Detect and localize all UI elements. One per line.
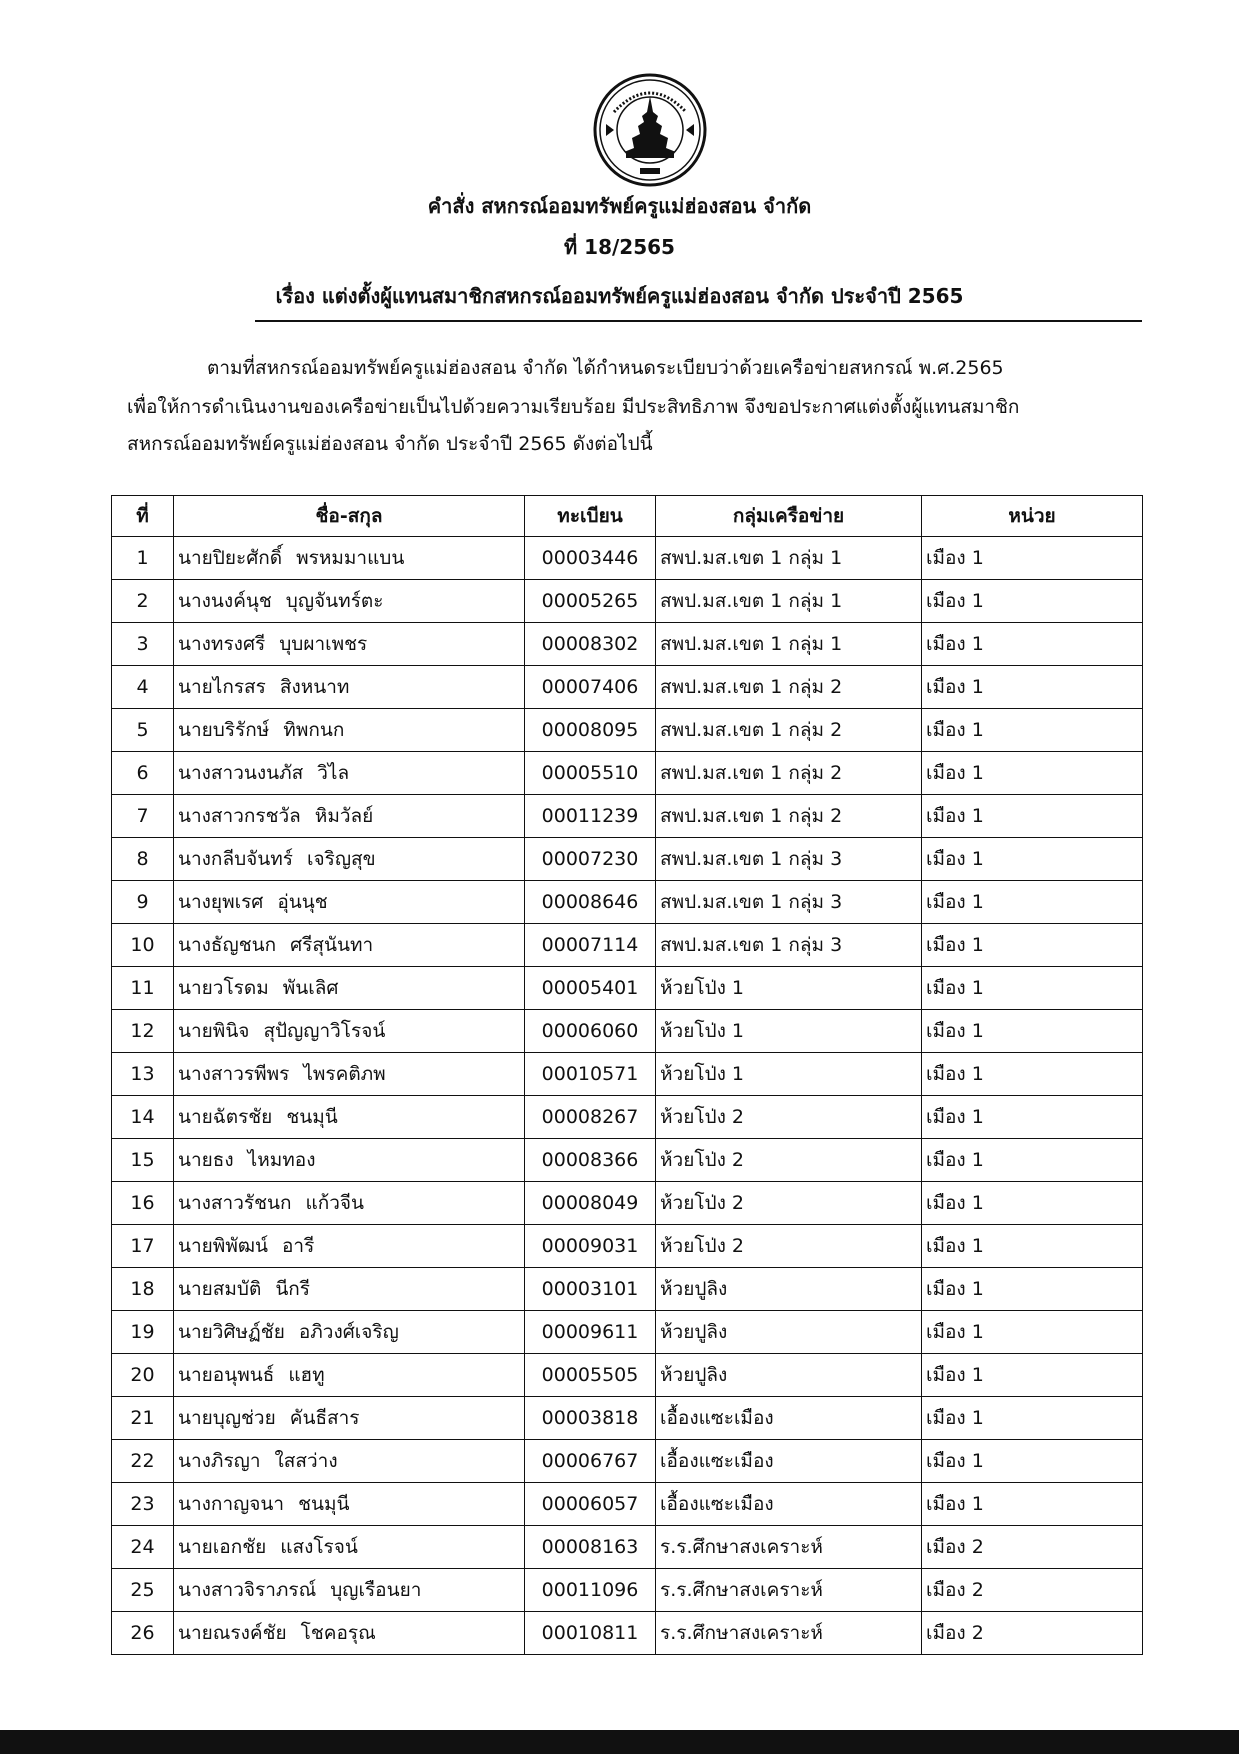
member-name: [174, 1483, 525, 1526]
first-name: นายวิศิษฏ์ชัย: [178, 1321, 285, 1343]
row-number: 14: [112, 1096, 174, 1139]
header-registration: ทะเบียน: [525, 496, 656, 537]
table-row: [112, 1268, 1143, 1311]
header-no: ที่: [112, 496, 174, 537]
member-name: [174, 623, 525, 666]
network-group: ห้วยปูลิง: [656, 1311, 922, 1354]
registration-number: 00007230: [525, 838, 656, 881]
member-representatives-table: [111, 495, 1143, 1655]
network-group: ห้วยโป่ง 1: [656, 967, 922, 1010]
last-name: อุ่นนุช: [277, 891, 328, 913]
member-name: [174, 1311, 525, 1354]
header-unit: หน่วย: [922, 496, 1143, 537]
registration-number: 00007114: [525, 924, 656, 967]
registration-number: 00008267: [525, 1096, 656, 1139]
first-name: นายปิยะศักดิ์: [178, 547, 283, 569]
registration-number: 00005505: [525, 1354, 656, 1397]
network-group: สพป.มส.เขต 1 กลุ่ม 3: [656, 881, 922, 924]
row-number: 26: [112, 1612, 174, 1655]
table-row: [112, 666, 1143, 709]
cooperative-seal-logo: [592, 72, 708, 188]
row-number: 4: [112, 666, 174, 709]
first-name: นางทรงศรี: [178, 633, 266, 655]
registration-number: 00006057: [525, 1483, 656, 1526]
network-group: ร.ร.ศึกษาสงเคราะห์: [656, 1526, 922, 1569]
last-name: ไพรคติภพ: [303, 1063, 386, 1085]
registration-number: 00006767: [525, 1440, 656, 1483]
header-network-group: กลุ่มเครือข่าย: [656, 496, 922, 537]
table-row: [112, 967, 1143, 1010]
table-row: [112, 881, 1143, 924]
registration-number: 00008302: [525, 623, 656, 666]
row-number: 20: [112, 1354, 174, 1397]
table-row: [112, 1440, 1143, 1483]
unit: เมือง 1: [922, 795, 1143, 838]
member-name: [174, 1182, 525, 1225]
unit: เมือง 1: [922, 623, 1143, 666]
first-name: นายพิพัฒน์: [178, 1235, 268, 1257]
table-row: [112, 1397, 1143, 1440]
row-number: 15: [112, 1139, 174, 1182]
unit: เมือง 1: [922, 1053, 1143, 1096]
member-name: [174, 1440, 525, 1483]
member-name: [174, 1612, 525, 1655]
table-body: [112, 537, 1143, 1655]
header-name: ชื่อ-สกุล: [174, 496, 525, 537]
table-row: [112, 709, 1143, 752]
table-row: [112, 838, 1143, 881]
network-group: ห้วยโป่ง 1: [656, 1010, 922, 1053]
last-name: หิมวัลย์: [314, 805, 374, 827]
row-number: 9: [112, 881, 174, 924]
unit: เมือง 2: [922, 1612, 1143, 1655]
last-name: ทิพกนก: [283, 719, 345, 741]
registration-number: 00003446: [525, 537, 656, 580]
row-number: 18: [112, 1268, 174, 1311]
first-name: นางสาวกรชวัล: [178, 805, 301, 827]
intro-line-1: ตามที่สหกรณ์ออมทรัพย์ครูแม่ฮ่องสอน จำกัด ได้กำหนดระเบียบว่าด้วยเครือข่ายสหกรณ์ พ.ศ.2565: [207, 357, 1004, 379]
table-row: [112, 1010, 1143, 1053]
table-row: [112, 1139, 1143, 1182]
network-group: สพป.มส.เขต 1 กลุ่ม 2: [656, 752, 922, 795]
member-name: [174, 1354, 525, 1397]
table-row: [112, 1311, 1143, 1354]
last-name: อภิวงศ์เจริญ: [298, 1321, 399, 1343]
registration-number: 00008049: [525, 1182, 656, 1225]
first-name: นางสาวจิราภรณ์: [178, 1579, 317, 1601]
unit: เมือง 1: [922, 537, 1143, 580]
network-group: ร.ร.ศึกษาสงเคราะห์: [656, 1569, 922, 1612]
member-name: [174, 1053, 525, 1096]
registration-number: 00008646: [525, 881, 656, 924]
last-name: อารี: [282, 1235, 315, 1257]
row-number: 17: [112, 1225, 174, 1268]
registration-number: 00005510: [525, 752, 656, 795]
member-name: [174, 752, 525, 795]
table-row: [112, 795, 1143, 838]
first-name: นายธง: [178, 1149, 234, 1171]
row-number: 7: [112, 795, 174, 838]
unit: เมือง 2: [922, 1569, 1143, 1612]
registration-number: 00008163: [525, 1526, 656, 1569]
registration-number: 00005265: [525, 580, 656, 623]
network-group: สพป.มส.เขต 1 กลุ่ม 1: [656, 580, 922, 623]
network-group: ห้วยปูลิง: [656, 1268, 922, 1311]
network-group: สพป.มส.เขต 1 กลุ่ม 3: [656, 924, 922, 967]
last-name: ไหมทอง: [247, 1149, 316, 1171]
title-divider: [255, 320, 1142, 322]
table-row: [112, 1225, 1143, 1268]
network-group: ห้วยโป่ง 2: [656, 1182, 922, 1225]
table-row: [112, 580, 1143, 623]
network-group: สพป.มส.เขต 1 กลุ่ม 2: [656, 795, 922, 838]
registration-number: 00006060: [525, 1010, 656, 1053]
member-name: [174, 1225, 525, 1268]
first-name: นางกาญจนา: [178, 1493, 285, 1515]
table-row: [112, 1612, 1143, 1655]
scan-bottom-edge: [0, 1730, 1239, 1754]
first-name: นายสมบัติ: [178, 1278, 262, 1300]
network-group: เอื้องแซะเมือง: [656, 1483, 922, 1526]
last-name: แก้วจีน: [305, 1192, 365, 1214]
registration-number: 00011239: [525, 795, 656, 838]
row-number: 10: [112, 924, 174, 967]
member-name: [174, 1139, 525, 1182]
row-number: 16: [112, 1182, 174, 1225]
first-name: นายฉัตรชัย: [178, 1106, 273, 1128]
table-row: [112, 537, 1143, 580]
row-number: 24: [112, 1526, 174, 1569]
last-name: นีกรี: [275, 1278, 311, 1300]
registration-number: 00009611: [525, 1311, 656, 1354]
network-group: สพป.มส.เขต 1 กลุ่ม 1: [656, 623, 922, 666]
last-name: บุญเรือนยา: [330, 1579, 422, 1601]
table-header-row: [112, 496, 1143, 537]
unit: เมือง 1: [922, 967, 1143, 1010]
unit: เมือง 1: [922, 924, 1143, 967]
table-row: [112, 1526, 1143, 1569]
unit: เมือง 1: [922, 1311, 1143, 1354]
unit: เมือง 1: [922, 709, 1143, 752]
row-number: 5: [112, 709, 174, 752]
table-row: [112, 623, 1143, 666]
first-name: นางธัญชนก: [178, 934, 277, 956]
intro-line-2: เพื่อให้การดำเนินงานของเครือข่ายเป็นไปด้วยความเรียบร้อย มีประสิทธิภาพ จึงขอประกาศแต่งตั้งผู้แทนสมาชิก: [127, 396, 1020, 418]
member-name: [174, 537, 525, 580]
first-name: นางกลีบจันทร์: [178, 848, 293, 870]
last-name: ใสสว่าง: [274, 1450, 338, 1472]
first-name: นายอนุพนธ์: [178, 1364, 275, 1386]
table-row: [112, 752, 1143, 795]
unit: เมือง 1: [922, 881, 1143, 924]
row-number: 22: [112, 1440, 174, 1483]
last-name: ชนมุนี: [286, 1106, 338, 1128]
last-name: บุบผาเพชร: [279, 633, 368, 655]
table-row: [112, 1354, 1143, 1397]
registration-number: 00009031: [525, 1225, 656, 1268]
last-name: พรหมมาแบน: [296, 547, 405, 569]
first-name: นายบุญช่วย: [178, 1407, 276, 1429]
network-group: ห้วยโป่ง 2: [656, 1096, 922, 1139]
network-group: ห้วยโป่ง 1: [656, 1053, 922, 1096]
member-name: [174, 709, 525, 752]
table-row: [112, 1182, 1143, 1225]
unit: เมือง 1: [922, 666, 1143, 709]
member-name: [174, 1268, 525, 1311]
member-name: [174, 795, 525, 838]
last-name: แสงโรจน์: [280, 1536, 358, 1558]
network-group: เอื้องแซะเมือง: [656, 1440, 922, 1483]
row-number: 13: [112, 1053, 174, 1096]
table-row: [112, 1096, 1143, 1139]
first-name: นายวโรดม: [178, 977, 269, 999]
unit: เมือง 1: [922, 752, 1143, 795]
unit: เมือง 2: [922, 1526, 1143, 1569]
first-name: นายบริรักษ์: [178, 719, 270, 741]
first-name: นายไกรสร: [178, 676, 266, 698]
row-number: 8: [112, 838, 174, 881]
registration-number: 00005401: [525, 967, 656, 1010]
member-name: [174, 924, 525, 967]
last-name: สิงหนาท: [279, 676, 350, 698]
registration-number: 00008095: [525, 709, 656, 752]
unit: เมือง 1: [922, 1268, 1143, 1311]
table-row: [112, 924, 1143, 967]
order-number: ที่ 18/2565: [564, 235, 675, 259]
unit: เมือง 1: [922, 1225, 1143, 1268]
registration-number: 00008366: [525, 1139, 656, 1182]
last-name: สุปัญญาวิโรจน์: [263, 1020, 386, 1042]
network-group: สพป.มส.เขต 1 กลุ่ม 3: [656, 838, 922, 881]
member-name: [174, 1010, 525, 1053]
row-number: 23: [112, 1483, 174, 1526]
network-group: ห้วยโป่ง 2: [656, 1139, 922, 1182]
member-name: [174, 1569, 525, 1612]
network-group: สพป.มส.เขต 1 กลุ่ม 2: [656, 666, 922, 709]
network-group: ห้วยโป่ง 2: [656, 1225, 922, 1268]
registration-number: 00010571: [525, 1053, 656, 1096]
first-name: นายเอกชัย: [178, 1536, 267, 1558]
last-name: ชนมุนี: [298, 1493, 350, 1515]
order-title: คำสั่ง สหกรณ์ออมทรัพย์ครูแม่ฮ่องสอน จำกัด: [427, 194, 812, 218]
row-number: 3: [112, 623, 174, 666]
unit: เมือง 1: [922, 1354, 1143, 1397]
registration-number: 00003101: [525, 1268, 656, 1311]
first-name: นางสาวนงนภัส: [178, 762, 304, 784]
member-name: [174, 1526, 525, 1569]
row-number: 21: [112, 1397, 174, 1440]
first-name: นายณรงค์ชัย: [178, 1622, 287, 1644]
network-group: สพป.มส.เขต 1 กลุ่ม 1: [656, 537, 922, 580]
member-name: [174, 666, 525, 709]
unit: เมือง 1: [922, 1440, 1143, 1483]
order-subject: เรื่อง แต่งตั้งผู้แทนสมาชิกสหกรณ์ออมทรัพย์ครูแม่ฮ่องสอน จำกัด ประจำปี 2565: [275, 284, 964, 308]
first-name: นางสาวรพีพร: [178, 1063, 290, 1085]
unit: เมือง 1: [922, 1483, 1143, 1526]
registration-number: 00007406: [525, 666, 656, 709]
unit: เมือง 1: [922, 838, 1143, 881]
unit: เมือง 1: [922, 580, 1143, 623]
member-name: [174, 967, 525, 1010]
network-group: ร.ร.ศึกษาสงเคราะห์: [656, 1612, 922, 1655]
table-row: [112, 1569, 1143, 1612]
unit: เมือง 1: [922, 1010, 1143, 1053]
row-number: 19: [112, 1311, 174, 1354]
member-name: [174, 838, 525, 881]
member-name: [174, 580, 525, 623]
row-number: 25: [112, 1569, 174, 1612]
first-name: นางยุพเรศ: [178, 891, 264, 913]
member-name: [174, 881, 525, 924]
network-group: ห้วยปูลิง: [656, 1354, 922, 1397]
registration-number: 00010811: [525, 1612, 656, 1655]
table-row: [112, 1483, 1143, 1526]
registration-number: 00003818: [525, 1397, 656, 1440]
last-name: บุญจันทร์ตะ: [285, 590, 384, 612]
row-number: 12: [112, 1010, 174, 1053]
member-name: [174, 1397, 525, 1440]
registration-number: 00011096: [525, 1569, 656, 1612]
row-number: 11: [112, 967, 174, 1010]
table-row: [112, 1053, 1143, 1096]
unit: เมือง 1: [922, 1397, 1143, 1440]
row-number: 6: [112, 752, 174, 795]
last-name: พันเลิศ: [282, 977, 339, 999]
unit: เมือง 1: [922, 1139, 1143, 1182]
last-name: คันธีสาร: [289, 1407, 360, 1429]
unit: เมือง 1: [922, 1096, 1143, 1139]
network-group: สพป.มส.เขต 1 กลุ่ม 2: [656, 709, 922, 752]
last-name: โชคอรุณ: [300, 1622, 376, 1644]
first-name: นางภิรญา: [178, 1450, 261, 1472]
last-name: ศรีสุนันทา: [290, 934, 374, 956]
last-name: แฮทู: [288, 1364, 325, 1386]
first-name: นางนงค์นุช: [178, 590, 272, 612]
row-number: 2: [112, 580, 174, 623]
first-name: นายพินิจ: [178, 1020, 250, 1042]
intro-line-3: สหกรณ์ออมทรัพย์ครูแม่ฮ่องสอน จำกัด ประจำปี 2565 ดังต่อไปนี้: [127, 433, 653, 455]
unit: เมือง 1: [922, 1182, 1143, 1225]
network-group: เอื้องแซะเมือง: [656, 1397, 922, 1440]
last-name: เจริญสุข: [307, 848, 376, 870]
first-name: นางสาวรัชนก: [178, 1192, 292, 1214]
row-number: 1: [112, 537, 174, 580]
last-name: วิไล: [317, 762, 350, 784]
member-name: [174, 1096, 525, 1139]
